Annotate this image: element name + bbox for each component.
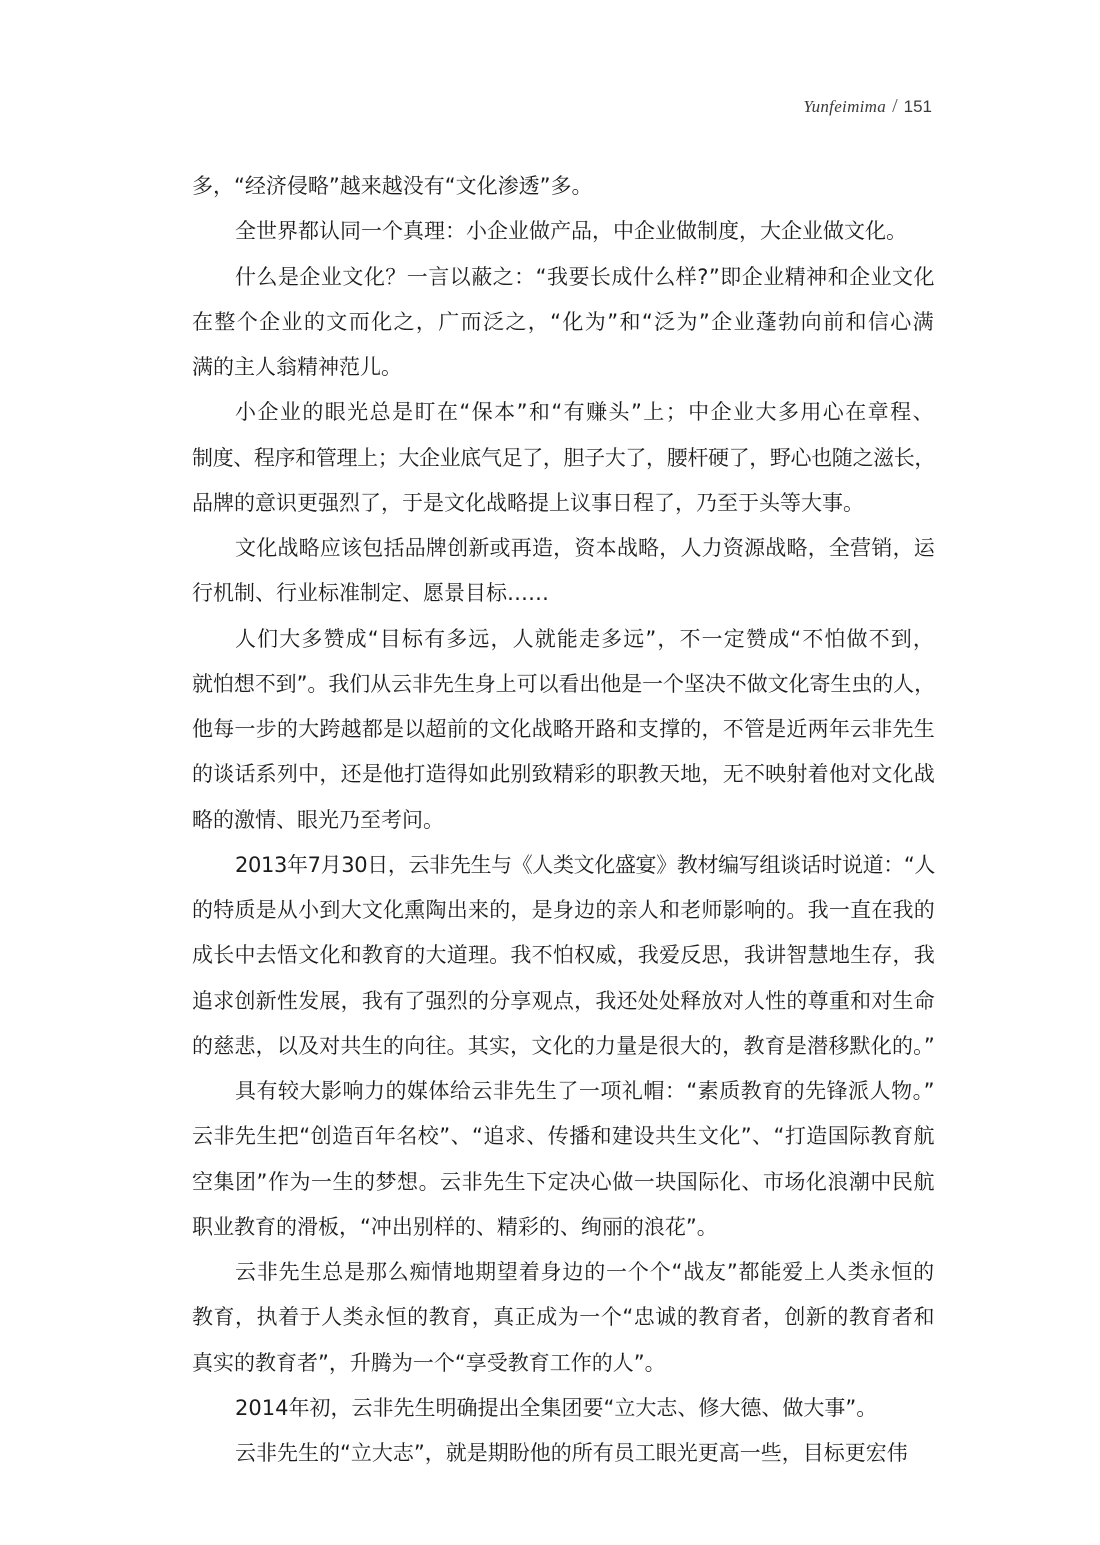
- paragraph: [192, 1069, 935, 1250]
- text-line: [192, 1386, 935, 1431]
- body-text: [192, 164, 935, 1476]
- text-line-content: 文化战略应该包括品牌创新或再造，资本战略，人力资源战略，全营销，运: [235, 536, 935, 560]
- text-line-content: 略的激情、眼光乃至考问。: [192, 807, 444, 832]
- text-line: [192, 798, 935, 843]
- text-line: [192, 662, 935, 707]
- text-line-content: 真实的教育者”，升腾为一个“享受教育工作的人”。: [192, 1350, 666, 1375]
- text-line-content: 空集团”作为一生的梦想。云非先生下定决心做一块国际化、市场化浪潮中民航: [192, 1169, 935, 1194]
- text-line-content: 人们大多赞成“目标有多远，人就能走多远”，不一定赞成“不怕做不到，: [235, 626, 935, 651]
- text-line-content: 小企业的眼光总是盯在“保本”和“有赚头”上；中企业大多用心在章程、: [235, 400, 936, 425]
- text-line-content: 职业教育的滑板，“冲出别样的、精彩的、绚丽的浪花”。: [192, 1214, 718, 1239]
- text-line: [192, 1160, 935, 1205]
- text-line: [192, 481, 935, 526]
- text-line: [192, 1205, 935, 1250]
- paragraph: [192, 390, 935, 526]
- paragraph: [192, 1431, 935, 1476]
- text-line: [192, 933, 935, 978]
- paragraph: [192, 255, 935, 391]
- text-line-content: 2013年7月30日，云非先生与《人类文化盛宴》教材编写组谈话时说道：“人: [235, 852, 936, 877]
- paragraph: [192, 526, 935, 617]
- text-line-content: 的谈话系列中，还是他打造得如此别致精彩的职教天地，无不映射着他对文化战: [192, 762, 936, 787]
- text-line-content: 行机制、行业标准制定、愿景目标……: [192, 581, 549, 606]
- text-line-content: 云非先生总是那么痴情地期望着身边的一个个“战友”都能爱上人类永恒的: [235, 1260, 935, 1284]
- paragraph: [192, 209, 935, 254]
- continued-paragraph: [192, 164, 935, 209]
- text-line: [192, 436, 935, 481]
- text-line-content: 云非先生的“立大志”，就是期盼他的所有员工眼光更高一些，目标更宏伟: [235, 1441, 908, 1465]
- text-line: [192, 888, 935, 933]
- running-title: Yunfeimima: [803, 97, 887, 116]
- text-line-content: 制度、程序和管理上；大企业底气足了，胆子大了，腰杆硬了，野心也随之滋长，: [192, 445, 936, 470]
- text-line: [192, 164, 935, 209]
- paragraph: [192, 843, 935, 1069]
- text-line: [192, 345, 935, 390]
- text-line-content: 追求创新性发展，我有了强烈的分享观点，我还处处释放对人性的尊重和对生命: [192, 988, 936, 1013]
- text-line: [192, 526, 935, 571]
- text-line-content: 成长中去悟文化和教育的大道理。我不怕权威，我爱反思，我讲智慧地生存，我: [192, 943, 936, 968]
- text-line: [192, 1250, 935, 1295]
- page-number: 151: [903, 97, 932, 116]
- text-line-content: 他每一步的大跨越都是以超前的文化战略开路和支撑的，不管是近两年云非先生: [192, 717, 936, 741]
- text-line: [192, 1431, 935, 1476]
- text-line-content: 什么是企业文化？一言以蔽之：“我要长成什么样?”即企业精神和企业文化: [235, 264, 935, 289]
- running-head: [803, 95, 932, 118]
- text-line: [192, 752, 935, 797]
- text-line-content: 的慈悲，以及对共生的向往。其实，文化的力量是很大的，教育是潜移默化的。”: [192, 1033, 935, 1058]
- running-head-separator: /: [892, 95, 898, 117]
- text-line: [192, 1295, 935, 1340]
- text-line: [192, 617, 935, 662]
- text-line-content: 在整个企业的文而化之，广而泛之，“化为”和“泛为”企业蓬勃向前和信心满: [192, 309, 935, 334]
- text-line: [192, 255, 935, 300]
- text-line-content: 的特质是从小到大文化熏陶出来的，是身边的亲人和老师影响的。我一直在我的: [192, 898, 936, 922]
- text-line-content: 满的主人翁精神范儿。: [192, 355, 402, 379]
- text-line: [192, 300, 935, 345]
- text-line: [192, 390, 935, 435]
- text-line: [192, 1341, 935, 1386]
- text-line: [192, 209, 935, 254]
- text-line-content: 全世界都认同一个真理：小企业做产品，中企业做制度，大企业做文化。: [235, 219, 907, 244]
- text-line-content: 就怕想不到”。我们从云非先生身上可以看出他是一个坚决不做文化寄生虫的人，: [192, 671, 935, 696]
- paragraph: [192, 1386, 935, 1431]
- text-line-content: 品牌的意识更强烈了，于是文化战略提上议事日程了，乃至于头等大事。: [192, 490, 864, 515]
- paragraph: [192, 1250, 935, 1386]
- text-line: [192, 1069, 935, 1114]
- text-line: [192, 1024, 935, 1069]
- text-line-content: 云非先生把“创造百年名校”、“追求、传播和建设共生文化”、“打造国际教育航: [192, 1124, 935, 1149]
- text-line: [192, 1114, 935, 1159]
- text-line-content: 教育，执着于人类永恒的教育，真正成为一个“忠诚的教育者，创新的教育者和: [192, 1305, 935, 1330]
- text-line-content: 2014年初，云非先生明确提出全集团要“立大志、修大德、做大事”。: [235, 1395, 878, 1420]
- text-line: [192, 979, 935, 1024]
- text-line-content: 多，“经济侵略”越来越没有“文化渗透”多。: [192, 174, 593, 198]
- text-line-content: 具有较大影响力的媒体给云非先生了一项礼帽：“素质教育的先锋派人物。”: [235, 1079, 935, 1103]
- paragraph: [192, 617, 935, 843]
- text-line: [192, 843, 935, 888]
- text-line: [192, 707, 935, 752]
- text-line: [192, 571, 935, 616]
